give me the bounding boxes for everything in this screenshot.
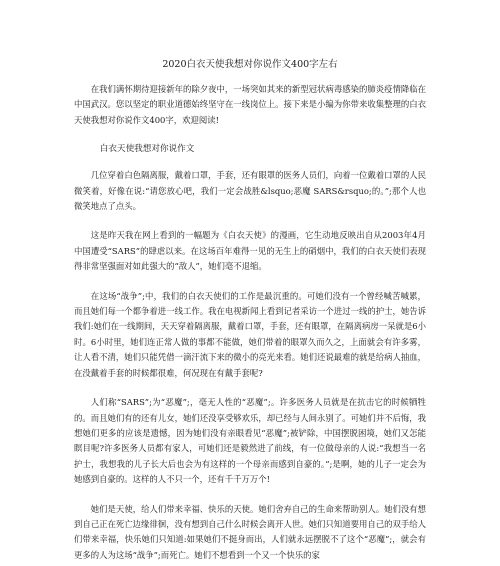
body-paragraph-2: 这是昨天我在网上看到的一幅题为《白衣天使》的漫画，它生动地反映出自从2003年4月中国遭受“SARS”的肆虐以来。在这场百年难得一见的无生上的硝烟中，我们的白衣天使们表现得非常坚强面对如此强大的“敌人”，她们毫不退缩。 — [74, 230, 426, 272]
body-paragraph-4: 人们称“SARS”;为“恶魔”;，毫无人性的“恶魔”;。许多医务人员就是在抗击它的时候牺牲的。而且她们有的还有儿女，她们还没享受够欢乐，却已经与人间永别了。可她们并不后悔，我想她们更多的应该是遗憾，因为她们没有亲眼看见“恶魔”;被铲除，中国摆脱困境，她们又怎能瞑目呢?许多医务人员都有家人，可她们还是毅然进了前线，有一位做母亲的人说:“我想当一名护士，我想我的儿子长大后也会为有这样的一个母亲而感到自豪的。”;是啊，她的儿子一定会为她感到自豪的。这样的人不只一个，还有千千万万个! — [74, 397, 426, 485]
document-title: 2020白衣天使我想对你说作文400字左右 — [162, 59, 338, 70]
essay-subtitle: 白衣天使我想对你说作文 — [99, 144, 195, 155]
body-paragraph-3: 在这场“战争”;中，我们的白衣天使们的工作是最沉重的。可她们没有一个曾经喊苦喊累，而且她们每一个都争着进一线工作。我在电视新闻上看到记者采访一个进过一线的护士，她告诉我们:她们在一线期间，天天穿着隔离服，戴着口罩，手套，还有眼罩，在隔离病房一呆就是6小时。6小时里，她们连正常人做的事都不能做，她们带着的眼罩久而久之，上面就会有许多雾，让人看不清，她们只能凭借一滴汗流下来的微小的亮光来看。她们还说最难的就是给病人抽血，在没戴着手套的时候都很难，何况现在有戴手套呢? — [74, 290, 426, 378]
body-paragraph-1: 几位穿着白色隔离服，戴着口罩，手套，还有眼罩的医务人员们，向着一位戴着口罩的人民微笑着，好像在说:“请您放心吧，我们一定会战胜&lsquo;恶魔 SARS&rsquo;的。”;那个人也微笑地点了点头。 — [74, 170, 426, 212]
body-paragraph-5: 她们是天使，给人们带来幸福、快乐的天使。她们舍弃自己的生命来帮助别人。她们没有想到自己正在死亡边缘徘徊，没有想到自己什么时候会离开人世。她们只知道要用自己的双手给人们带来幸福，快乐她们只知道:如果她们不挺身而出，人们就永远摆脱不了这个“恶魔”;，就会有更多的人为这场“战争”;而死亡。她们不想看到一个又一个快乐的家 — [74, 503, 426, 560]
intro-paragraph: 在我们满怀期待迎接新年的除夕夜中，一场突如其来的新型冠状病毒感染的肺炎疫情降临在中国武汉。您以坚定的职业道德始终坚守在一线岗位上。接下来是小编为你带来收集整理的白衣天使我想对你说作文400字，欢迎阅读! — [74, 84, 426, 125]
